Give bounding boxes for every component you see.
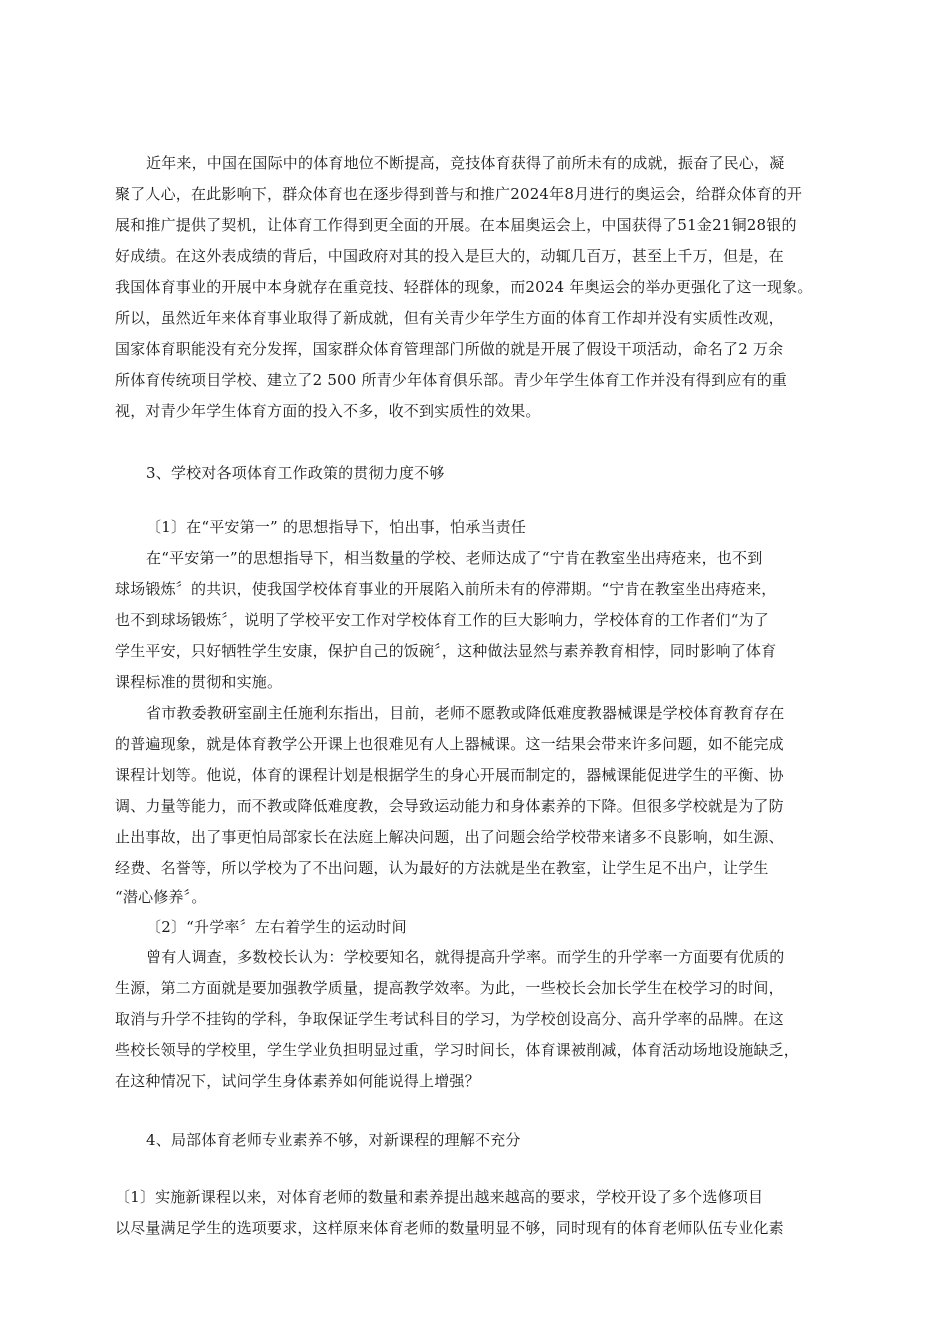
paragraph-line: 好成绩。在这外表成绩的背后，中国政府对其的投入是巨大的，动辄几百万，甚至上千万，但是，在 <box>115 247 784 265</box>
paragraph-line: 课程标准的贯彻和实施。 <box>115 673 283 691</box>
paragraph-line: 些校长领导的学校里，学生学业负担明显过重，学习时间长，体育课被削减，体育活动场地设施缺乏， <box>115 1041 800 1059</box>
section-heading: 4、局部体育老师专业素养不够，对新课程的理解不充分 <box>146 1131 521 1149</box>
paragraph-line: 聚了人心，在此影响下，群众体育也在逐步得到普与和推广2024年8月进行的奥运会，给群众体育的开 <box>115 185 803 203</box>
paragraph-line: 也不到球场锻炼〞，说明了学校平安工作对学校体育工作的巨大影响力，学校体育的工作者们“为了 <box>115 611 769 629</box>
paragraph-line: 在“平安第一”的思想指导下，相当数量的学校、老师达成了“宁肯在教室坐出痔疮来，也不到 <box>146 549 763 567</box>
paragraph-line: 所体育传统项目学校、建立了2 500 所青少年体育俱乐部。青少年学生体育工作并没有得到应有的重 <box>115 371 788 389</box>
paragraph-line: 生源，第二方面就是要加强教学质量，提高教学效率。为此，一些校长会加长学生在校学习的时间， <box>115 979 784 997</box>
paragraph-line: 我国体育事业的开展中本身就存在重竞技、轻群体的现象，而2024 年奥运会的举办更强化了这一现象。 <box>115 278 813 296</box>
paragraph-line: 的普遍现象，就是体育教学公开课上也很难见有人上器械课。这一结果会带来许多问题，如不能完成 <box>115 735 784 753</box>
paragraph-line: 止出事故，出了事更怕局部家长在法庭上解决问题，出了问题会给学校带来诸多不良影响，如生源、 <box>115 828 784 846</box>
paragraph-line: 视，对青少年学生体育方面的投入不多，收不到实质性的效果。 <box>115 402 541 420</box>
paragraph-line: 在这种情况下，试问学生身体素养如何能说得上增强？ <box>115 1072 480 1090</box>
subsection-heading: 〔2〕“升学率〞左右着学生的运动时间 <box>146 918 407 936</box>
paragraph-line: 国家体育职能没有充分发挥，国家群众体育管理部门所做的就是开展了假设干项活动，命名了2 万余 <box>115 340 784 358</box>
paragraph-line: “潜心修养〞。 <box>115 888 207 906</box>
paragraph-line: 球场锻炼〞的共识，使我国学校体育事业的开展陷入前所未有的停滞期。“宁肯在教室坐出痔疮来， <box>115 580 777 598</box>
paragraph-line: 学生平安，只好牺牲学生安康，保护自己的饭碗〞，这种做法显然与素养教育相悖，同时影响了体育 <box>115 642 777 660</box>
subsection-heading: 〔1〕在“平安第一” 的思想指导下，怕出事，怕承当责任 <box>146 518 527 536</box>
paragraph-line: 经费、名誉等，所以学校为了不出问题，认为最好的方法就是坐在教室，让学生足不出户，让学生 <box>115 859 769 877</box>
paragraph-line: 取消与升学不挂钩的学科，争取保证学生考试科目的学习，为学校创设高分、高升学率的品牌。在这 <box>115 1010 784 1028</box>
paragraph-line: 近年来，中国在国际中的体育地位不断提高，竞技体育获得了前所未有的成就，振奋了民心，凝 <box>146 154 785 172</box>
paragraph-line: 曾有人调查，多数校长认为：学校要知名，就得提高升学率。而学生的升学率一方面要有优质的 <box>146 948 785 966</box>
paragraph-line: 课程计划等。他说，体育的课程计划是根据学生的身心开展而制定的，器械课能促进学生的平衡、协 <box>115 766 784 784</box>
section-heading: 3、学校对各项体育工作政策的贯彻力度不够 <box>146 464 445 482</box>
paragraph-line: 调、力量等能力，而不教或降低难度教，会导致运动能力和身体素养的下降。但很多学校就是为了防 <box>115 797 784 815</box>
paragraph-line: 省市教委教研室副主任施利东指出，目前，老师不愿教或降低难度教器械课是学校体育教育存在 <box>146 704 785 722</box>
paragraph-line: 以尽量满足学生的选项要求，这样原来体育老师的数量明显不够，同时现有的体育老师队伍专业化素 <box>115 1219 784 1237</box>
paragraph-line: 展和推广提供了契机，让体育工作得到更全面的开展。在本届奥运会上，中国获得了51金21铜28银的 <box>115 216 797 234</box>
paragraph-line: 〔1〕实施新课程以来，对体育老师的数量和素养提出越来越高的要求，学校开设了多个选修项目 <box>115 1188 764 1206</box>
paragraph-line: 所以，虽然近年来体育事业取得了新成就，但有关青少年学生方面的体育工作却并没有实质性改观， <box>115 309 784 327</box>
